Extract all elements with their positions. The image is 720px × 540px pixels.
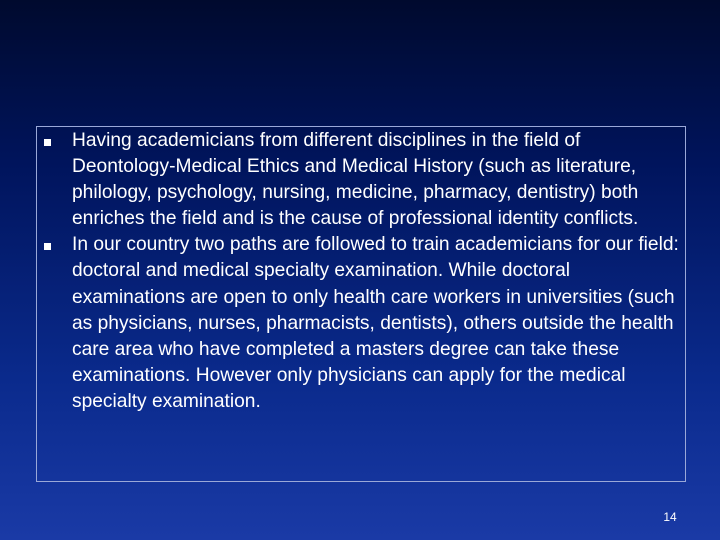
- square-bullet-icon: [44, 243, 51, 250]
- square-bullet-icon: [44, 139, 51, 146]
- content-text-box: [36, 126, 686, 482]
- bullet-item-academicians-disciplines: [37, 128, 687, 232]
- bullet-item-training-paths: [37, 232, 687, 415]
- page-number: 14: [663, 510, 677, 524]
- bullet-text: Having academicians from different disciplines in the field of Deontology-Medical Ethics and Medical History (such as literature, philology, psychology, nursing, medicine, pharmacy, dentistry) both enriches the field and is the cause of professional identity conflicts.: [72, 130, 639, 230]
- bullet-list: [37, 128, 687, 415]
- bullet-text: In our country two paths are followed to train academicians for our field: doctoral and medical specialty examination. While doctoral examinations are open to only health care workers in universities (such as physicians, nurses, pharmacists, dentists), others outside the health care area who have completed a masters degree can take these examinations. However only physicians can apply for the medical specialty examination.: [72, 234, 679, 412]
